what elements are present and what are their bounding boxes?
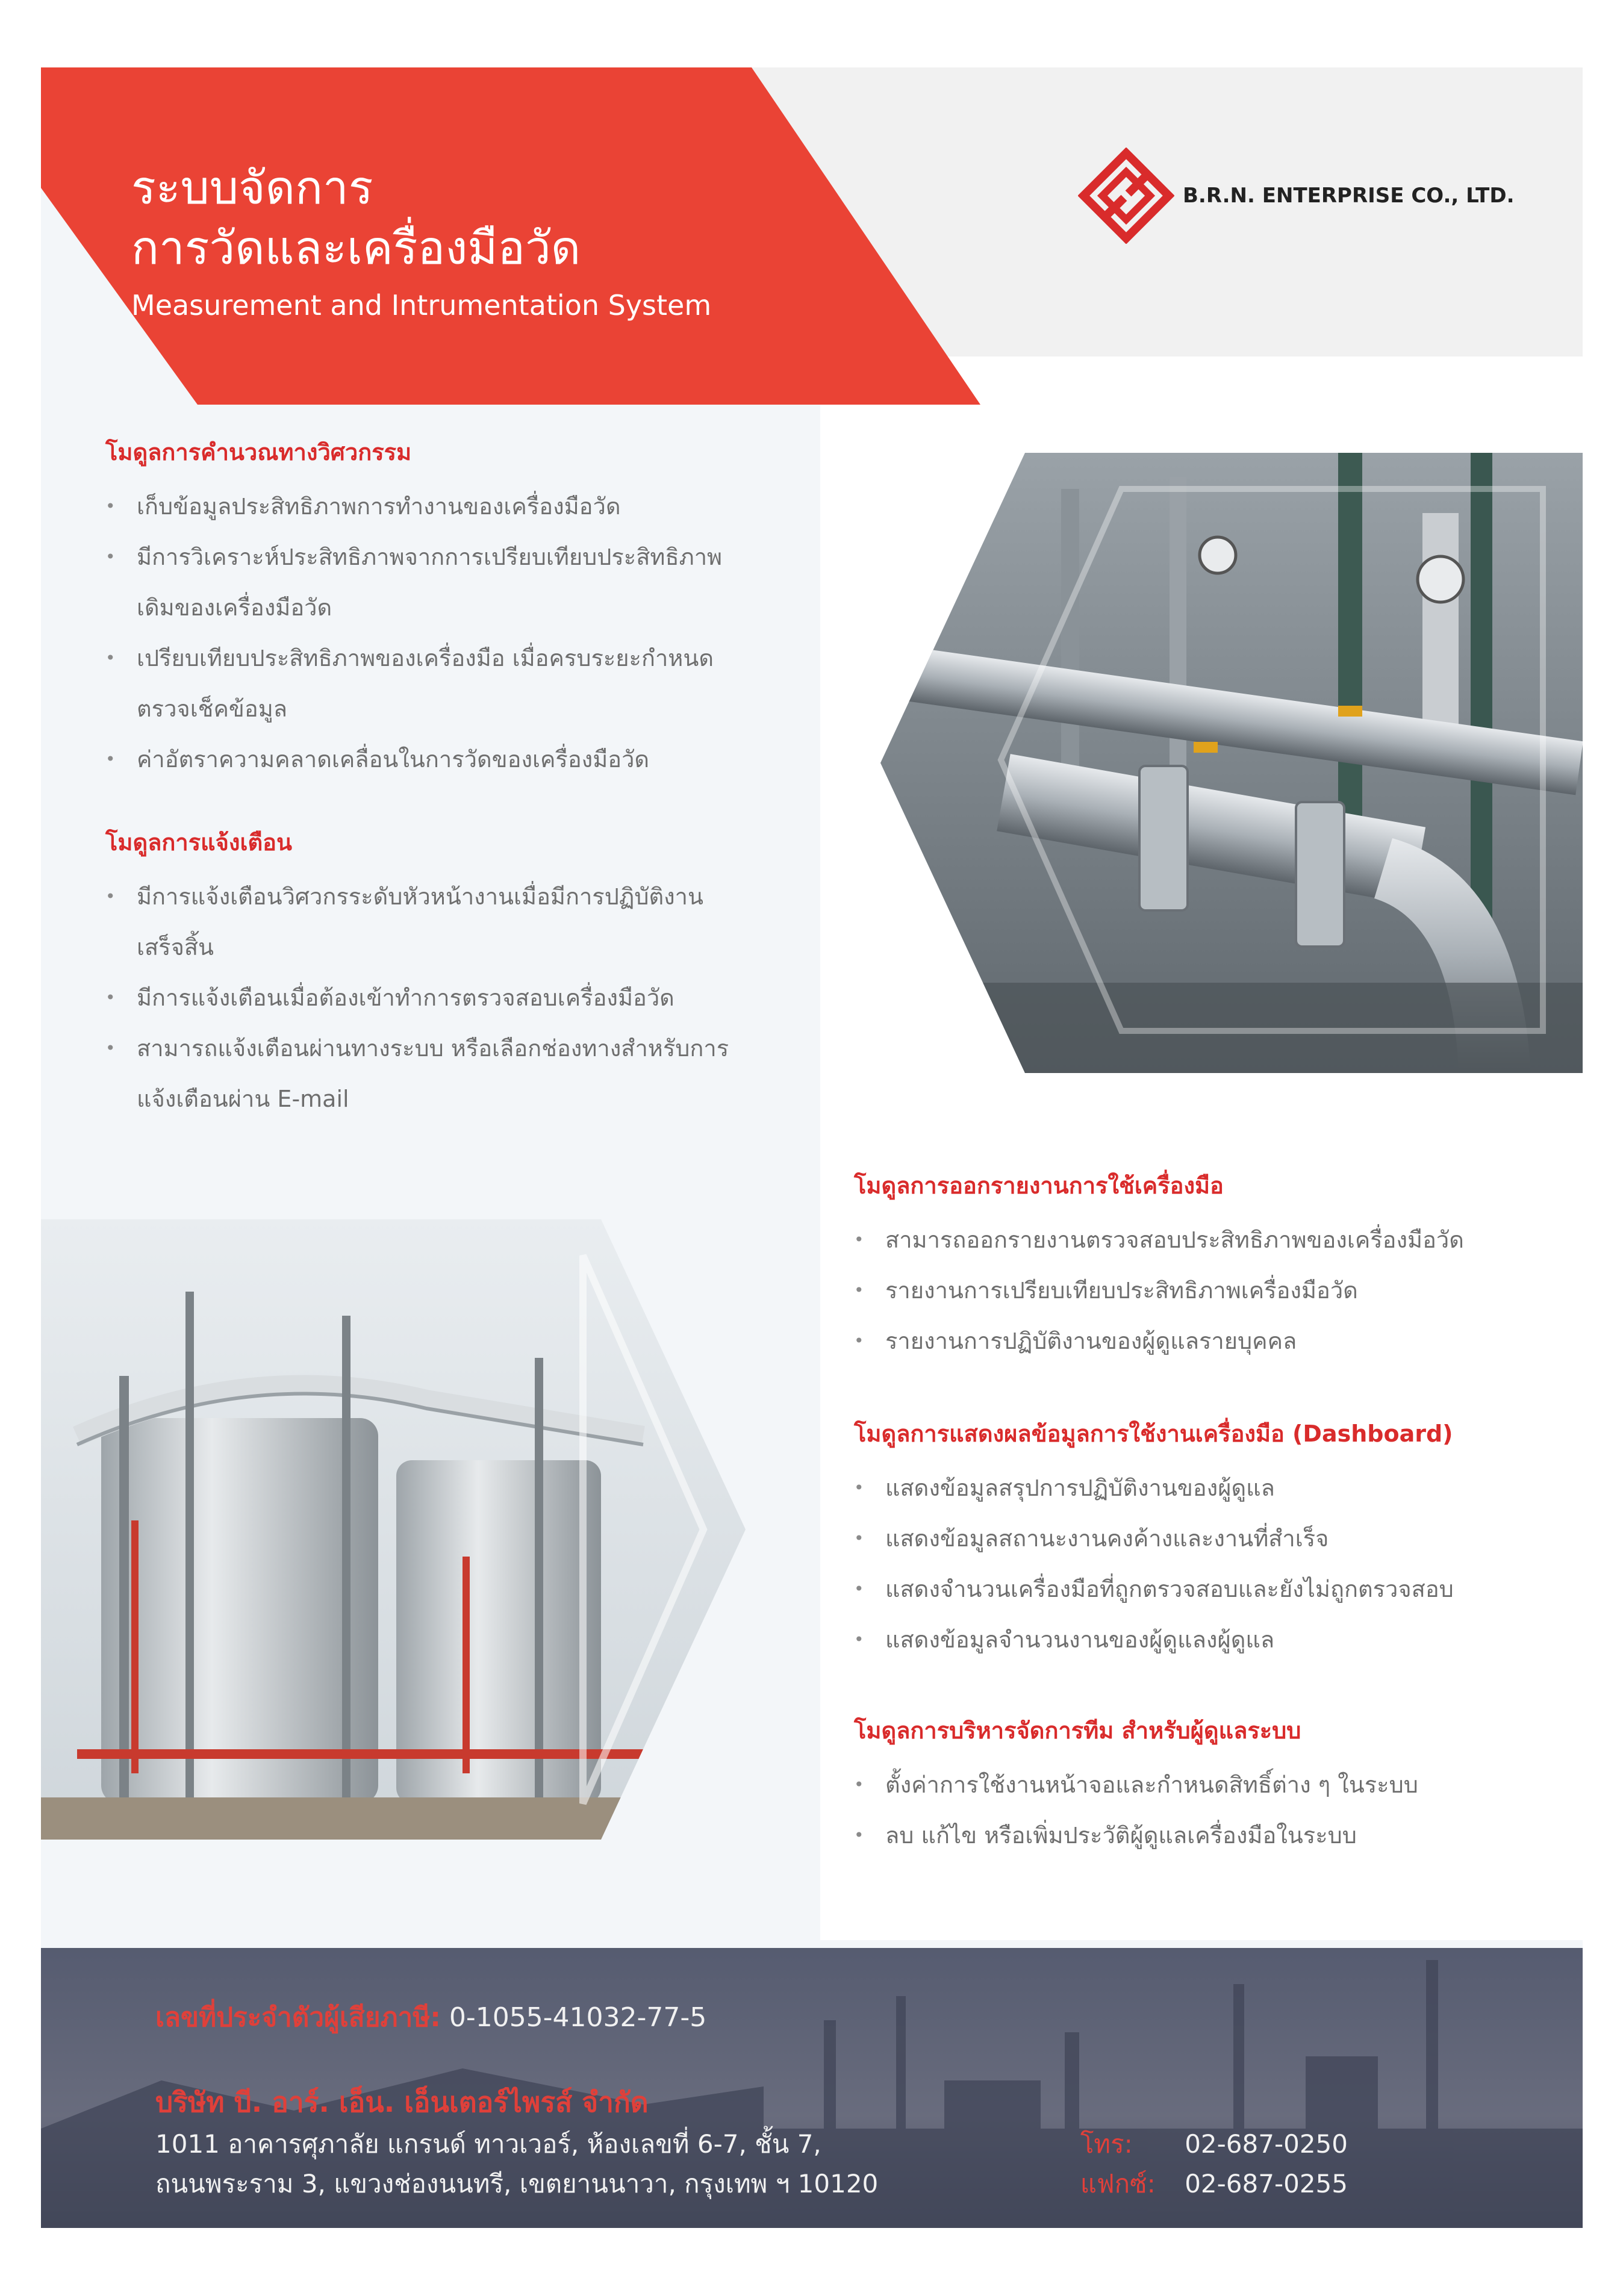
page-title-line2: การวัดและเครื่องมือวัด bbox=[131, 221, 581, 275]
list-item bbox=[105, 633, 722, 734]
fax-value: 02-687-0255 bbox=[1185, 2169, 1348, 2198]
section-title-dashboard: โมดูลการแสดงผลข้อมูลการใช้งานเครื่องมือ (Dashboard) bbox=[854, 1420, 1453, 1447]
list-item-text-cont: แจ้งเตือนผ่าน E-mail bbox=[137, 1086, 349, 1112]
list-item-text: • ค่าอัตราความคลาดเคลื่อนในการวัดของเครื่องมือวัด bbox=[137, 746, 650, 773]
tax-id-label: เลขที่ประจำตัวผู้เสียภาษี: bbox=[155, 2002, 441, 2033]
tel-value[interactable]: 02-687-0250 bbox=[1185, 2129, 1348, 2159]
list-item: • ลบ แก้ไข หรือเพิ่มประวัติผู้ดูแลเครื่องมือในระบบ bbox=[854, 1810, 1418, 1861]
company-name: บริษัท บี. อาร์. เอ็น. เอ็นเตอร์ไพรส์ จำกัด bbox=[155, 2086, 649, 2118]
list-item-text: • มีการแจ้งเตือนเมื่อต้องเข้าทำการตรวจสอบเครื่องมือวัด bbox=[137, 985, 674, 1011]
tel-label: โทร: bbox=[1080, 2129, 1133, 2159]
section-engineering bbox=[105, 434, 722, 785]
list-item: • แสดงข้อมูลสถานะงานคงค้างและงานที่สำเร็จ bbox=[854, 1513, 1454, 1564]
address-block bbox=[155, 2124, 878, 2204]
company-logo bbox=[1078, 148, 1515, 244]
list-item-text: • สามารถแจ้งเตือนผ่านทางระบบ หรือเลือกช่องทางสำหรับการ bbox=[137, 1035, 729, 1062]
address-row bbox=[155, 2124, 1348, 2204]
section-reports bbox=[854, 1167, 1464, 1366]
list-item: • แสดงจำนวนเครื่องมือที่ถูกตรวจสอบและยังไม่ถูกตรวจสอบ bbox=[854, 1564, 1454, 1614]
fax-label: แฟกซ์: bbox=[1080, 2169, 1156, 2198]
team-list bbox=[854, 1759, 1418, 1861]
alerts-list bbox=[105, 871, 729, 1124]
reports-list bbox=[854, 1215, 1464, 1366]
list-item bbox=[105, 734, 722, 785]
list-item bbox=[105, 532, 722, 633]
list-item-text-cont: ตรวจเช็คข้อมูล bbox=[137, 695, 288, 722]
contact-block bbox=[1080, 2124, 1348, 2204]
tax-id-value: 0-1055-41032-77-5 bbox=[449, 2002, 707, 2033]
list-item: • รายงานการปฏิบัติงานของผู้ดูแลรายบุคคล bbox=[854, 1316, 1464, 1366]
list-item-text: • เก็บข้อมูลประสิทธิภาพการทำงานของเครื่องมือวัด bbox=[137, 493, 621, 520]
section-title-engineering: โมดูลการคำนวณทางวิศวกรรม bbox=[105, 439, 412, 465]
dashboard-list bbox=[854, 1463, 1454, 1665]
section-team bbox=[854, 1712, 1418, 1861]
list-item: • ตั้งค่าการใช้งานหน้าจอและกำหนดสิทธิ์ต่าง ๆ ในระบบ bbox=[854, 1759, 1418, 1810]
fax-row bbox=[1080, 2164, 1348, 2204]
brn-logo-icon bbox=[1078, 148, 1174, 244]
section-title-team: โมดูลการบริหารจัดการทีม สำหรับผู้ดูแลระบบ bbox=[854, 1717, 1301, 1744]
list-item: • แสดงข้อมูลจำนวนงานของผู้ดูแลงผู้ดูแล bbox=[854, 1614, 1454, 1665]
list-item: • รายงานการเปรียบเทียบประสิทธิภาพเครื่องมือวัด bbox=[854, 1265, 1464, 1316]
list-item-text: • มีการแจ้งเตือนวิศวกรระดับหัวหน้างานเมื่อมีการปฏิบัติงาน bbox=[137, 883, 704, 910]
footer bbox=[41, 1948, 1583, 2228]
logo-company-text: B.R.N. ENTERPRISE CO., LTD. bbox=[1183, 184, 1515, 208]
list-item bbox=[105, 1023, 729, 1124]
address-line2: ถนนพระราม 3, แขวงช่องนนทรี, เขตยานนาวา, กรุงเทพ ฯ 10120 bbox=[155, 2169, 879, 2198]
section-title-reports: โมดูลการออกรายงานการใช้เครื่องมือ bbox=[854, 1172, 1224, 1199]
page-title-line1: ระบบจัดการ bbox=[131, 161, 373, 214]
list-item-text-cont: เดิมของเครื่องมือวัด bbox=[137, 594, 332, 621]
list-item: • สามารถออกรายงานตรวจสอบประสิทธิภาพของเครื่องมือวัด bbox=[854, 1215, 1464, 1265]
title-block bbox=[131, 158, 711, 322]
list-item-text: • เปรียบเทียบประสิทธิภาพของเครื่องมือ เมื่อครบระยะกำหนด bbox=[137, 645, 714, 671]
section-alerts bbox=[105, 824, 729, 1124]
section-dashboard bbox=[854, 1415, 1454, 1665]
list-item bbox=[105, 481, 722, 532]
list-item-text: • มีการวิเคราะห์ประสิทธิภาพจากการเปรียบเทียบประสิทธิภาพ bbox=[137, 544, 723, 570]
tel-row bbox=[1080, 2124, 1348, 2164]
engineering-list bbox=[105, 481, 722, 785]
address-line1: 1011 อาคารศุภาลัย แกรนด์ ทาวเวอร์, ห้องเลขที่ 6-7, ชั้น 7, bbox=[155, 2129, 821, 2159]
list-item-text-cont: เสร็จสิ้น bbox=[137, 934, 214, 960]
section-title-alerts: โมดูลการแจ้งเตือน bbox=[105, 829, 292, 856]
list-item bbox=[105, 871, 729, 972]
tanks-photo bbox=[41, 1219, 746, 1840]
list-item: • แสดงข้อมูลสรุปการปฏิบัติงานของผู้ดูแล bbox=[854, 1463, 1454, 1513]
page-subtitle: Measurement and Intrumentation System bbox=[131, 289, 712, 322]
footer-content bbox=[155, 1996, 1540, 2204]
tax-id-line bbox=[155, 1996, 1540, 2038]
pipes-photo bbox=[880, 453, 1583, 1073]
list-item bbox=[105, 972, 729, 1023]
